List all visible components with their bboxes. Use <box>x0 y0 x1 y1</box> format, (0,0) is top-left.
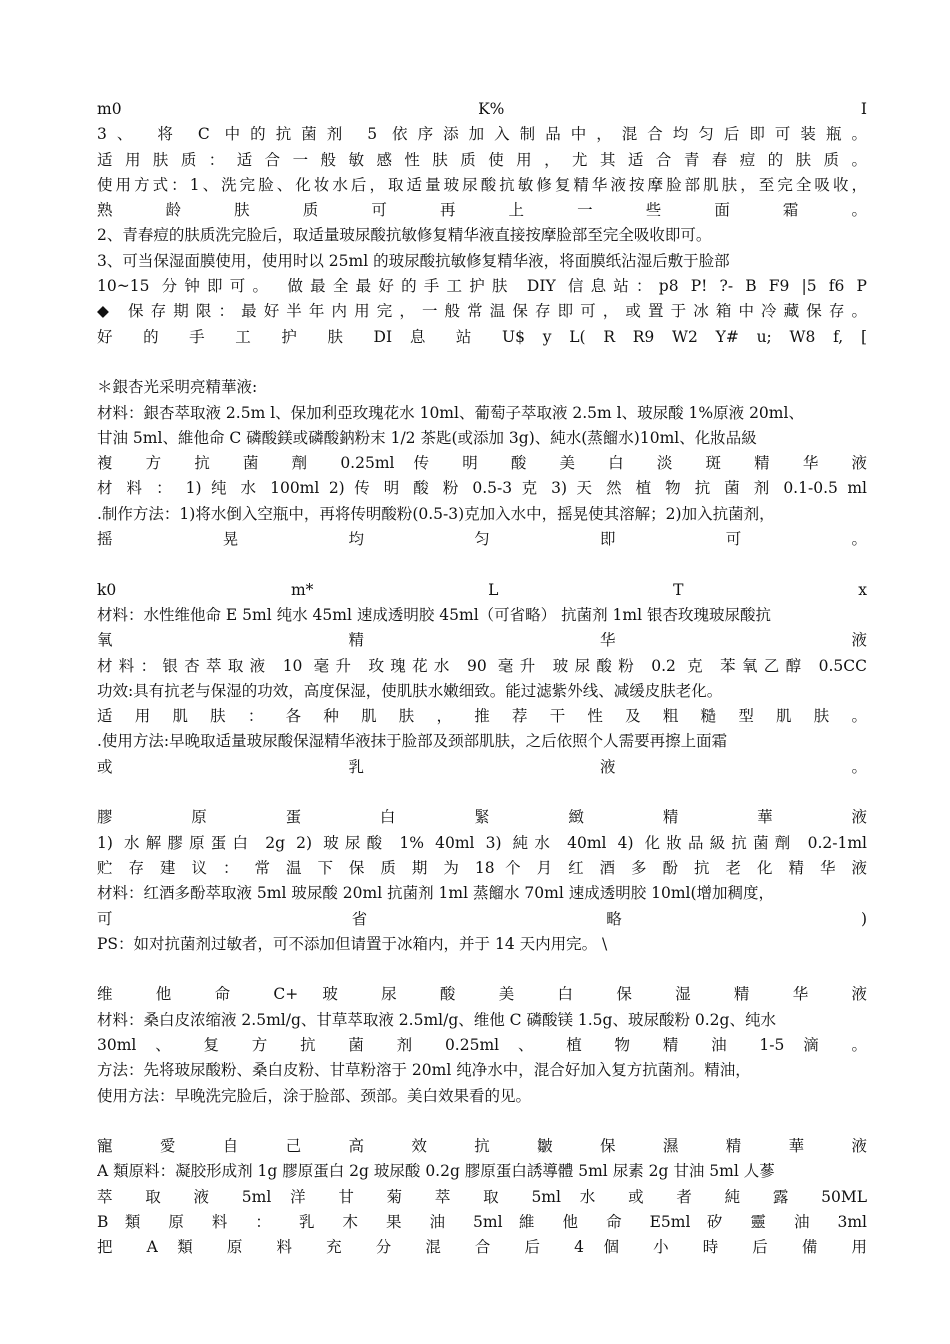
text-line: .制作方法：1)将水倒入空瓶中，再将传明酸粉(0.5-3)克加入水中，摇晃使其溶解；2)加入抗菌剂， <box>97 504 775 523</box>
text-line: ◆ 保存期限：最好半年内用完，一般常温保存即可，或置于冰箱中冷藏保存。 <box>97 302 867 321</box>
text-line: 2、青春痘的肤质洗完脸后，取适量玻尿酸抗敏修复精华液直接按摩脸部至完全吸收即可。 <box>97 226 712 245</box>
text-line: m0 K% I <box>97 100 867 118</box>
text-line: k0 m* L T x <box>97 580 867 599</box>
text-line: B 類 原 料 ： 乳 木 果 油 5ml 維 他 命 E5ml 矽 靈 油 3ml <box>97 1213 867 1232</box>
text-line: 材 料 ： 1) 纯 水 100ml 2) 传 明 酸 粉 0.5-3 克 3) 天 然 植 物 抗 菌 剂 0.1-0.5 ml <box>97 479 867 498</box>
text-line: 可 省 略 ) <box>97 909 867 928</box>
text-line: 摇 晃 均 匀 即 可 。 <box>97 530 867 549</box>
text-line: 3、 将 C 中的抗菌剂 5 依序添加入制品中，混合均匀后即可装瓶。 <box>97 125 867 144</box>
text-line: 材料：銀杏萃取液 2.5m l、保加利亞玫瑰花水 10ml、葡萄子萃取液 2.5m l、玻尿酸 1%原液 20ml、 <box>97 403 804 422</box>
text-line: 熟 龄 肤 质 可 再 上 一 些 面 霜 。 <box>97 201 867 220</box>
text-line: 材料：桑白皮浓缩液 2.5ml/g、甘草萃取液 2.5ml/g、维他 C 磷酸镁 1.5g、玻尿酸粉 0.2g、纯水 <box>97 1010 776 1029</box>
blank-line <box>97 957 867 982</box>
text-line: 30ml 、 复 方 抗 菌 剂 0.25ml 、 植 物 精 油 1-5 滴 。 <box>97 1035 867 1054</box>
blank-line <box>97 552 867 577</box>
blank-line <box>97 1109 867 1134</box>
section-title: ＊銀杏光采明亮精華液: <box>97 378 258 397</box>
text-line: 功效:具有抗老与保湿的功效，高度保湿，使肌肤水嫩细致。能过滤紫外线、减缓皮肤老化。 <box>97 681 723 700</box>
text-line: 材料：红酒多酚萃取液 5ml 玻尿酸 20ml 抗菌剂 1ml 蒸餾水 70ml 速成透明胶 10ml(增加稠度， <box>97 884 775 903</box>
section-title: 膠 原 蛋 白 緊 緻 精 華 液 <box>97 808 867 827</box>
text-line: 好 的 手 工 护 肤 DI 息 站 U$ y L( R R9 W2 Y# u; W8 f, [ <box>97 327 867 346</box>
text-line: 把 A 類 原 料 充 分 混 合 后 4 個 小 時 后 備 用 <box>97 1238 867 1257</box>
text-line: 氧 精 华 液 <box>97 631 867 650</box>
text-line: 适 用 肌 肤 ： 各 种 肌 肤 ， 推 荐 干 性 及 粗 糙 型 肌 肤 。 <box>97 707 867 726</box>
text-line: PS：如对抗菌剂过敏者，可不添加但请置于冰箱内，并于 14 天内用完。 \ <box>97 934 608 953</box>
blank-line <box>97 780 867 805</box>
text-line: .使用方法:早晚取适量玻尿酸保湿精华液抹于脸部及颈部肌肤，之后依照个人需要再擦上面霜 <box>97 732 728 751</box>
section-title: 维 他 命 C+ 玻 尿 酸 美 白 保 湿 精 华 液 <box>97 985 867 1004</box>
text-line: 方法：先将玻尿酸粉、桑白皮粉、甘草粉溶于 20ml 纯净水中，混合好加入复方抗菌剂。精油， <box>97 1061 751 1080</box>
document-body <box>97 97 867 1261</box>
text-line: 10~15 分钟即可。 做最全最好的手工护肤 DIY 信息站：p8 P! ?- B F9 |5 f6 P <box>97 277 867 296</box>
text-line: 材料：银杏萃取液 10 毫升 玫瑰花水 90 毫升 玻尿酸粉 0.2 克 苯氧乙醇 0.5CC <box>97 656 867 675</box>
text-line: 或 乳 液 。 <box>97 757 867 776</box>
text-line: 甘油 5ml、維他命 C 磷酸鎂或磷酸鈉粉末 1/2 茶匙(或添加 3g)、純水(蒸餾水)10ml、化妝品級 <box>97 428 757 447</box>
text-line: 1) 水解膠原蛋白 2g 2) 玻尿酸 1% 40ml 3) 純水 40ml 4) 化妝品級抗菌劑 0.2-1ml <box>97 833 867 852</box>
text-line: 使用方法：早晚洗完脸后，涂于脸部、颈部。美白效果看的见。 <box>97 1086 532 1105</box>
text-line: A 類原料：凝胶形成剂 1g 膠原蛋白 2g 玻尿酸 0.2g 膠原蛋白誘導體 5ml 尿素 2g 甘油 5ml 人蔘 <box>97 1162 775 1181</box>
text-line: 贮 存 建 议 ： 常 温 下 保 质 期 为 18 个 月 红 酒 多 酚 抗 老 化 精 华 液 <box>97 858 867 877</box>
text-line: 3、可当保湿面膜使用，使用时以 25ml 的玻尿酸抗敏修复精华液，将面膜纸沾湿后敷于脸部 <box>97 251 730 270</box>
text-line: 萃 取 液 5ml 洋 甘 菊 萃 取 5ml 水 或 者 純 露 50ML <box>97 1187 867 1206</box>
section-title: 寵 愛 自 己 高 效 抗 皺 保 濕 精 華 液 <box>97 1137 867 1156</box>
text-line: 複 方 抗 菌 劑 0.25ml 传 明 酸 美 白 淡 斑 精 华 液 <box>97 454 867 473</box>
text-line: 材料：水性维他命 E 5ml 纯水 45ml 速成透明胶 45ml（可省略） 抗菌剂 1ml 银杏玫瑰玻尿酸抗 <box>97 605 771 624</box>
text-line: 适用肤质：适合一般敏感性肤质使用，尤其适合青春痘的肤质。 <box>97 150 867 169</box>
blank-line <box>97 350 867 375</box>
text-line: 使用方式：1、洗完脸、化妆水后，取适量玻尿酸抗敏修复精华液按摩脸部肌肤，至完全吸收， <box>97 175 867 194</box>
